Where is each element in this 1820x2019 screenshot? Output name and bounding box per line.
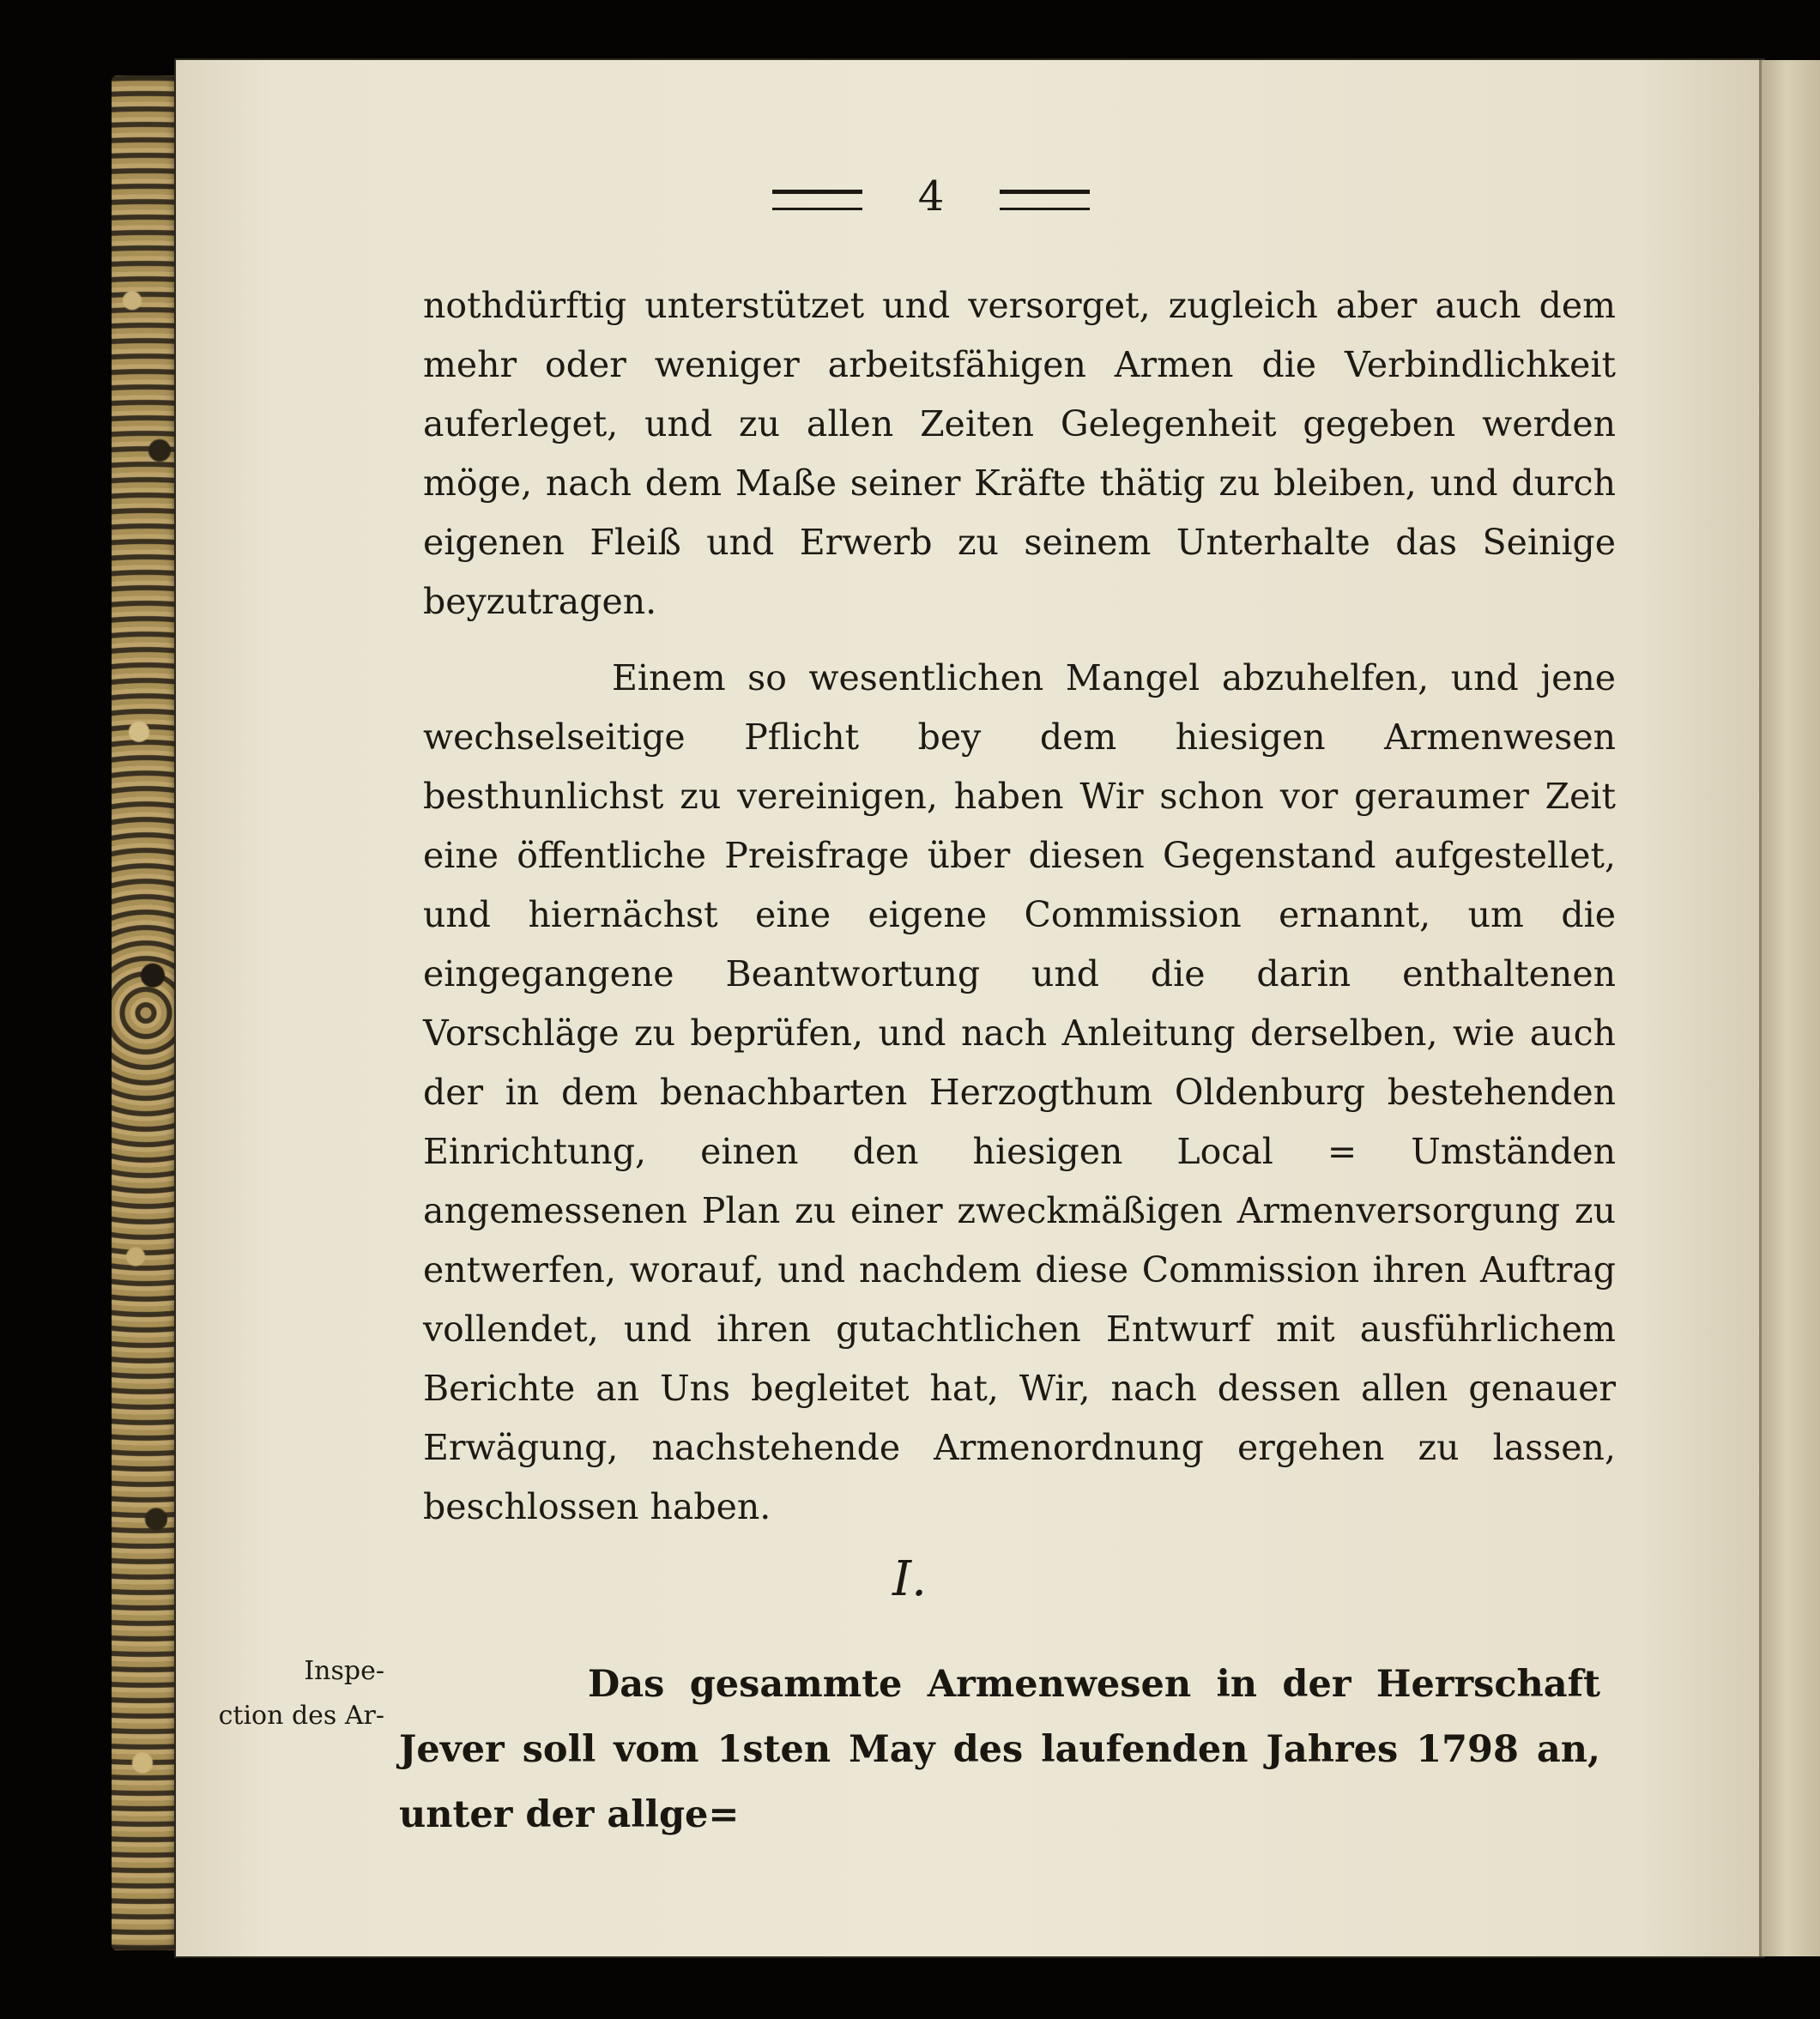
marbled-book-spine [112, 76, 180, 1950]
paragraph-continued: nothdürftig unterstützet und versorget, zugleich aber auch dem mehr oder weniger arbeitsfähigen Armen die Verbindlichkeit auferleget, und zu allen Zeiten Gelegenheit gegeben werden möge, nach dem Maße seiner Kräfte thätig zu bleiben, und durch eigenen Fleiß und Erwerb zu seinem Unterhalte das Seinige beyzutragen. [423, 285, 1616, 622]
margin-note-line: ction des Ar- [218, 1701, 384, 1731]
section-paragraph: Das gesammte Armenwesen in der Herrschaft Jever soll vom 1sten May des laufenden Jahres 1798 an, unter der allge= [399, 1663, 1600, 1836]
margin-note-line: Inspe- [304, 1656, 384, 1686]
margin-note [187, 1649, 384, 1738]
header-rule-right [1000, 190, 1090, 210]
page-header [772, 172, 1090, 234]
section-text [399, 1652, 1600, 1847]
next-page-edge [1759, 60, 1820, 1956]
body-text [423, 276, 1616, 1537]
section-number: I. [892, 1551, 927, 1607]
paragraph-preamble: Einem so wesentlichen Mangel abzuhelfen, und jene wechselseitige Pflicht bey dem hiesigen Armenwesen besthunlichst zu vereinigen, haben Wir schon vor geraumer Zeit eine öffentliche Preisfrage über diesen Gegenstand aufgestellet, und hiernächst eine eigene Commission ernannt, um die eingegangene Beantwortung und die darin enthaltenen Vorschläge zu beprüfen, und nach Anleitung derselben, wie auch der in dem benachbarten Herzogthum Oldenburg bestehenden Einrichtung, einen den hiesigen Local = Umständen angemessenen Plan zu einer zweckmäßigen Armenversorgung zu entwerfen, worauf, und nachdem diese Commission ihren Auftrag vollendet, und ihren gutachtlichen Entwurf mit ausführlichem Berichte an Uns begleitet hat, Wir, nach dessen allen genauer Erwägung, nachstehende Armenordnung ergehen zu lassen, beschlossen haben. [423, 657, 1616, 1527]
page-number: 4 [917, 172, 945, 221]
